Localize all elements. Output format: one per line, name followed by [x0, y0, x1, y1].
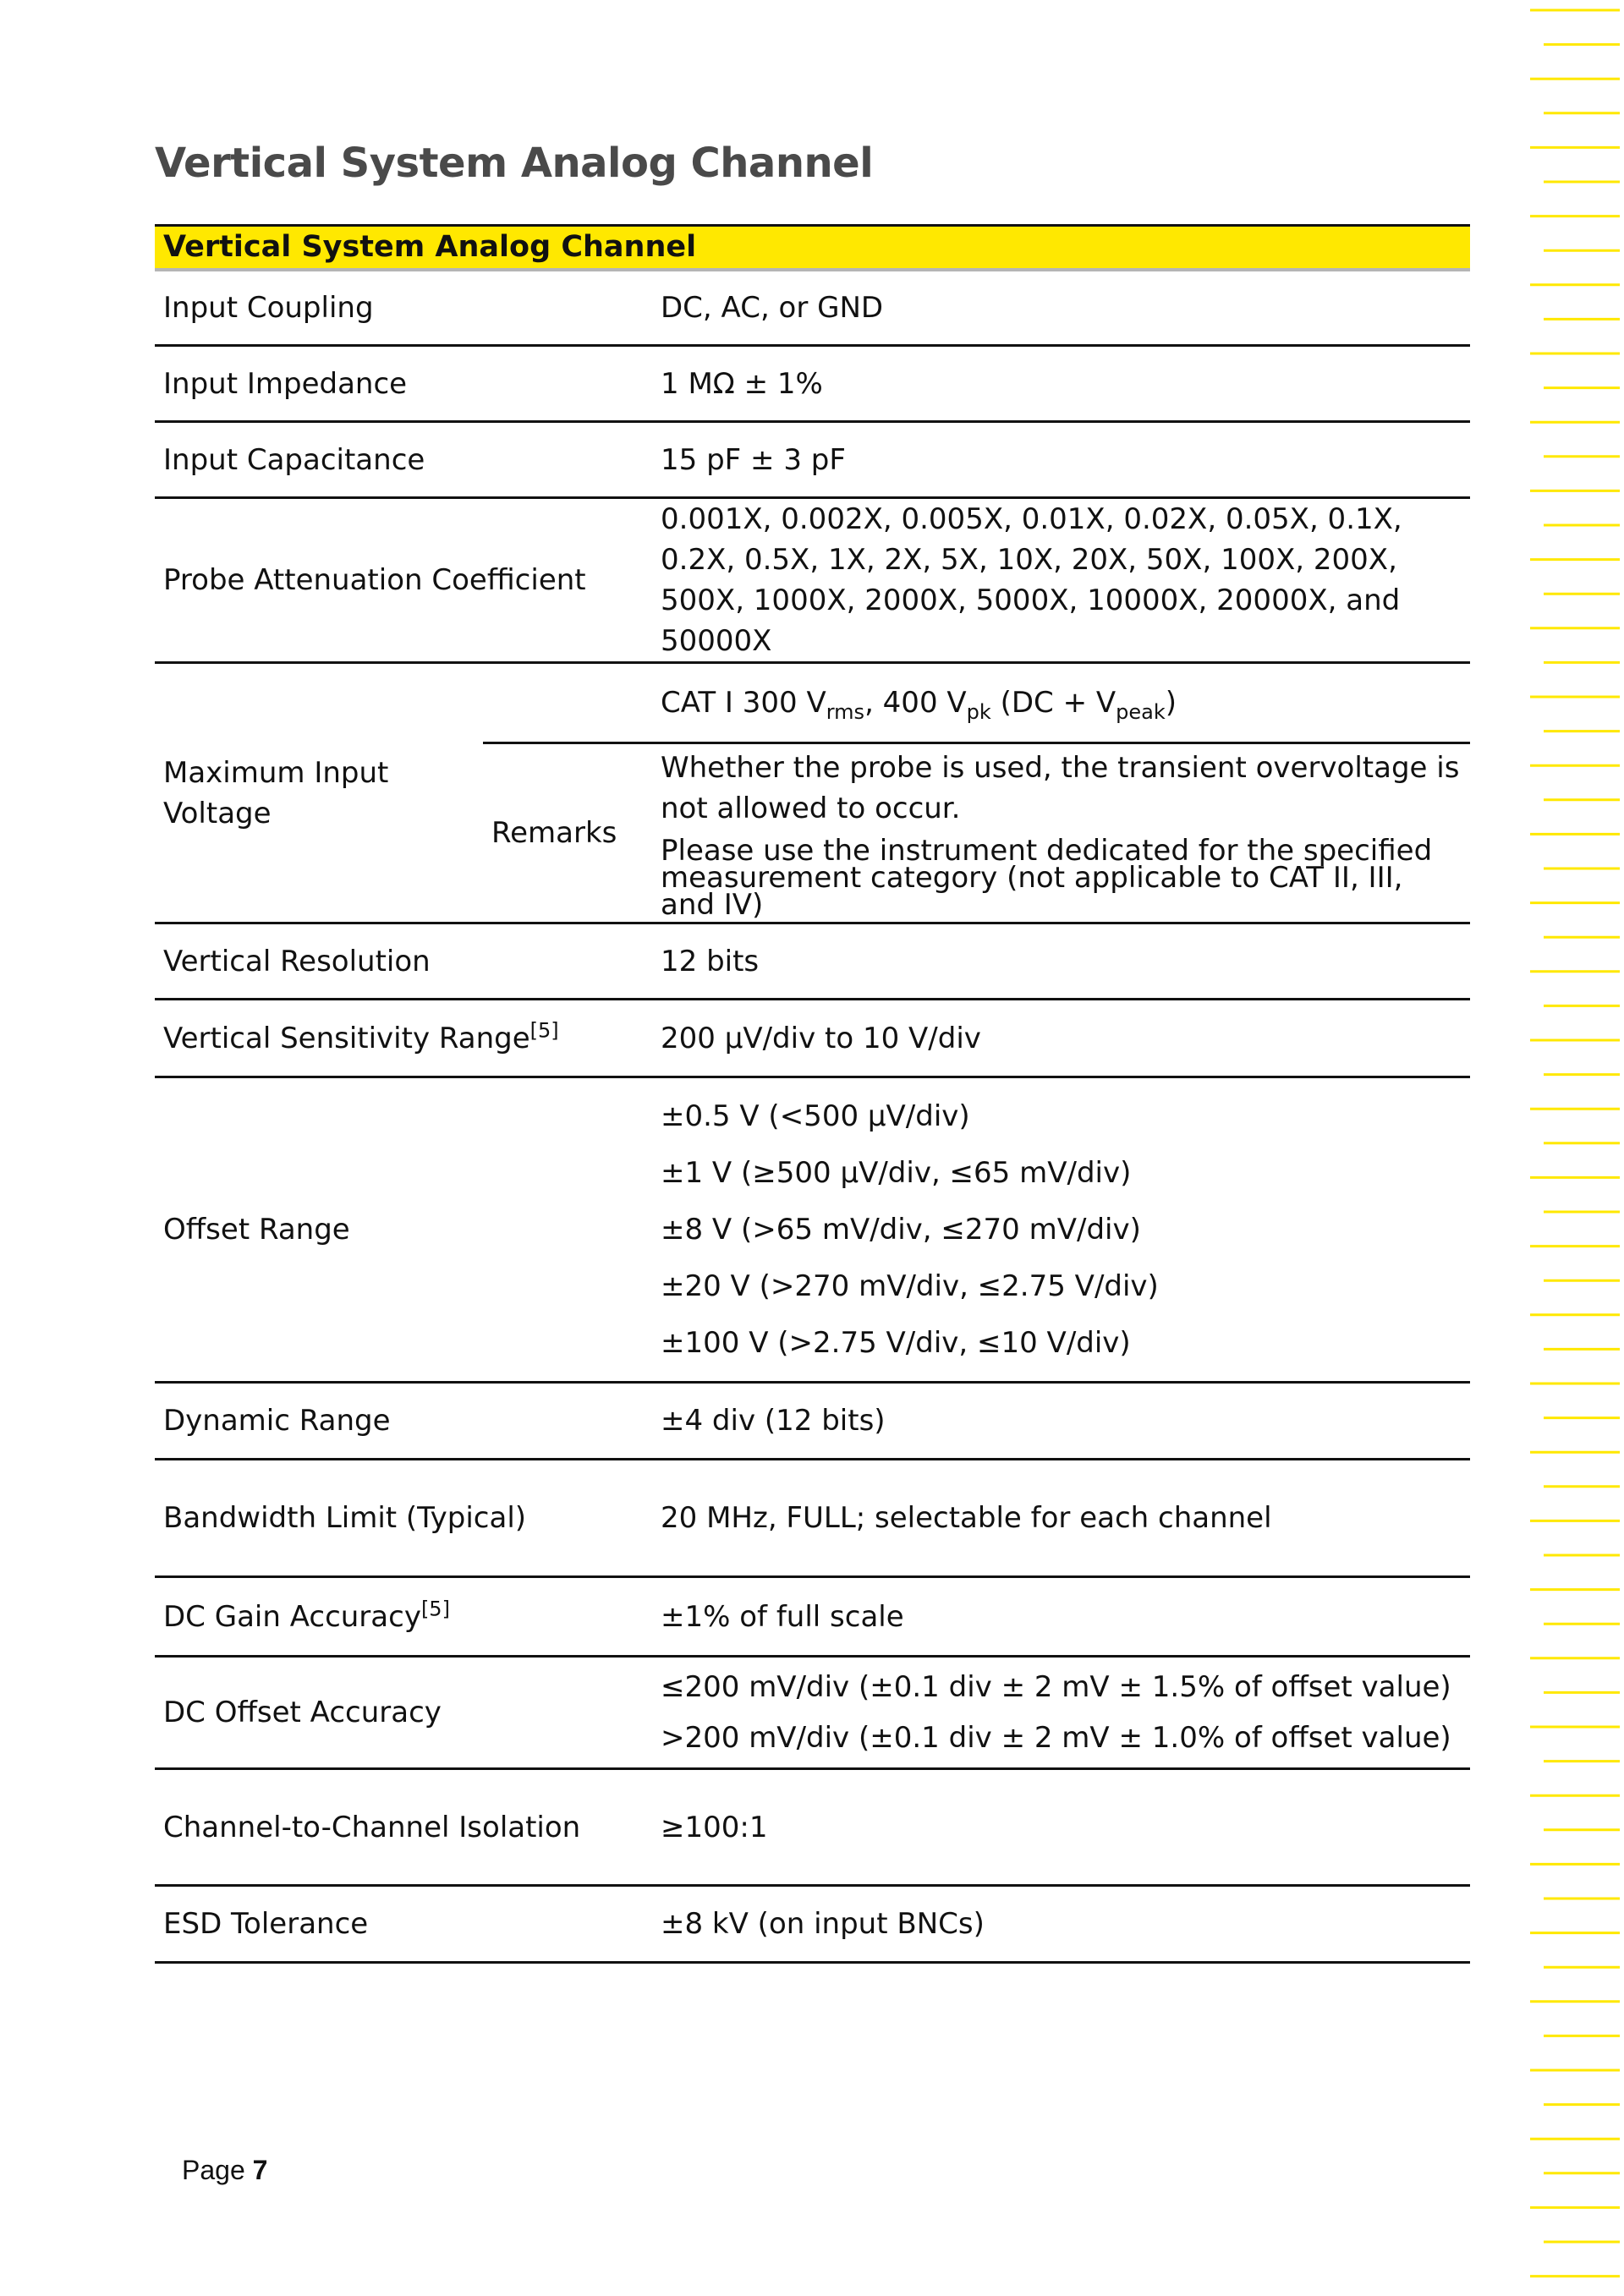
page-number	[182, 2155, 267, 2186]
row-label: Vertical Sensitivity Range[5]	[155, 1000, 652, 1077]
row-value: 0.001X, 0.002X, 0.005X, 0.01X, 0.02X, 0.05X, 0.1X, 0.2X, 0.5X, 1X, 2X, 5X, 10X, 20X, 50X, 100X, 200X, 500X, 1000X, 2000X, 5000X, 10000X, 20000X, and 50000X	[652, 498, 1470, 663]
row-value	[652, 1077, 1470, 1383]
row-value: ±4 div (12 bits)	[652, 1383, 1470, 1460]
row-value	[652, 743, 1470, 923]
row-label: Offset Range	[155, 1077, 652, 1383]
row-value: DC, AC, or GND	[652, 270, 1470, 346]
table-row	[155, 663, 1470, 743]
row-value: ±1% of full scale	[652, 1577, 1470, 1657]
row-label: Input Impedance	[155, 346, 652, 422]
offset-value: ±100 V (>2.75 V/div, ≤10 V/div)	[661, 1326, 1131, 1360]
row-label: DC Offset Accuracy	[155, 1657, 652, 1769]
table-row	[155, 498, 1470, 663]
table-row	[155, 1460, 1470, 1577]
row-label: Probe Attenuation Coefficient	[155, 498, 652, 663]
table-row	[155, 1577, 1470, 1657]
offset-value: ±8 V (>65 mV/div, ≤270 mV/div)	[661, 1213, 1141, 1247]
row-value: CAT I 300 $V_{rms}$, 400 $V_{pk}$ $(DC + V_{peak})$	[652, 663, 1470, 743]
table-header: Vertical System Analog Channel	[155, 226, 1470, 270]
row-value: 15 pF ± 3 pF	[652, 422, 1470, 498]
table-row	[155, 422, 1470, 498]
table-row	[155, 346, 1470, 422]
table-row	[155, 1886, 1470, 1963]
table-row	[155, 923, 1470, 1000]
row-label: Input Capacitance	[155, 422, 652, 498]
table-row	[155, 1769, 1470, 1886]
table-row	[155, 270, 1470, 346]
yellow-stripe-decoration	[1518, 0, 1624, 2296]
offset-value: ±20 V (>270 mV/div, ≤2.75 V/div)	[661, 1269, 1159, 1303]
row-label: Input Coupling	[155, 270, 652, 346]
empty-cell	[483, 663, 652, 743]
row-value: ±8 kV (on input BNCs)	[652, 1886, 1470, 1963]
table-row	[155, 1077, 1470, 1383]
page-number-value: 7	[252, 2155, 268, 2185]
table-row	[155, 1000, 1470, 1077]
row-value: 1 MΩ ± 1%	[652, 346, 1470, 422]
table-row	[155, 1657, 1470, 1769]
remarks-label: Remarks	[483, 743, 652, 923]
page-label: Page	[182, 2155, 245, 2185]
offset-accuracy-value: ≤200 mV/div (±0.1 div ± 2 mV ± 1.5% of offset value)	[661, 1670, 1451, 1704]
table-header-row	[155, 226, 1470, 270]
row-label: ESD Tolerance	[155, 1886, 652, 1963]
row-value	[652, 1657, 1470, 1769]
row-value: 20 MHz, FULL; selectable for each channel	[652, 1460, 1470, 1577]
row-label: Channel-to-Channel Isolation	[155, 1769, 652, 1886]
remark-text: Whether the probe is used, the transient overvoltage is not allowed to occur.	[661, 751, 1460, 825]
row-value: ≥100:1	[652, 1769, 1470, 1886]
row-label: Dynamic Range	[155, 1383, 652, 1460]
row-value: 12 bits	[652, 923, 1470, 1000]
spec-table	[155, 224, 1470, 1964]
page-title: Vertical System Analog Channel	[155, 140, 874, 187]
row-label: Vertical Resolution	[155, 923, 652, 1000]
row-label: Maximum Input Voltage	[155, 663, 483, 923]
row-label: Bandwidth Limit (Typical)	[155, 1460, 652, 1577]
table-row	[155, 1383, 1470, 1460]
offset-accuracy-value: >200 mV/div (±0.1 div ± 2 mV ± 1.0% of offset value)	[661, 1721, 1451, 1755]
row-label: DC Gain Accuracy[5]	[155, 1577, 652, 1657]
offset-value: ±1 V (≥500 μV/div, ≤65 mV/div)	[661, 1156, 1132, 1190]
offset-value: ±0.5 V (<500 μV/div)	[661, 1099, 970, 1133]
remark-text: Please use the instrument dedicated for the specified measurement category (not applicable to CAT II, III, and IV)	[661, 834, 1433, 922]
row-value: 200 μV/div to 10 V/div	[652, 1000, 1470, 1077]
